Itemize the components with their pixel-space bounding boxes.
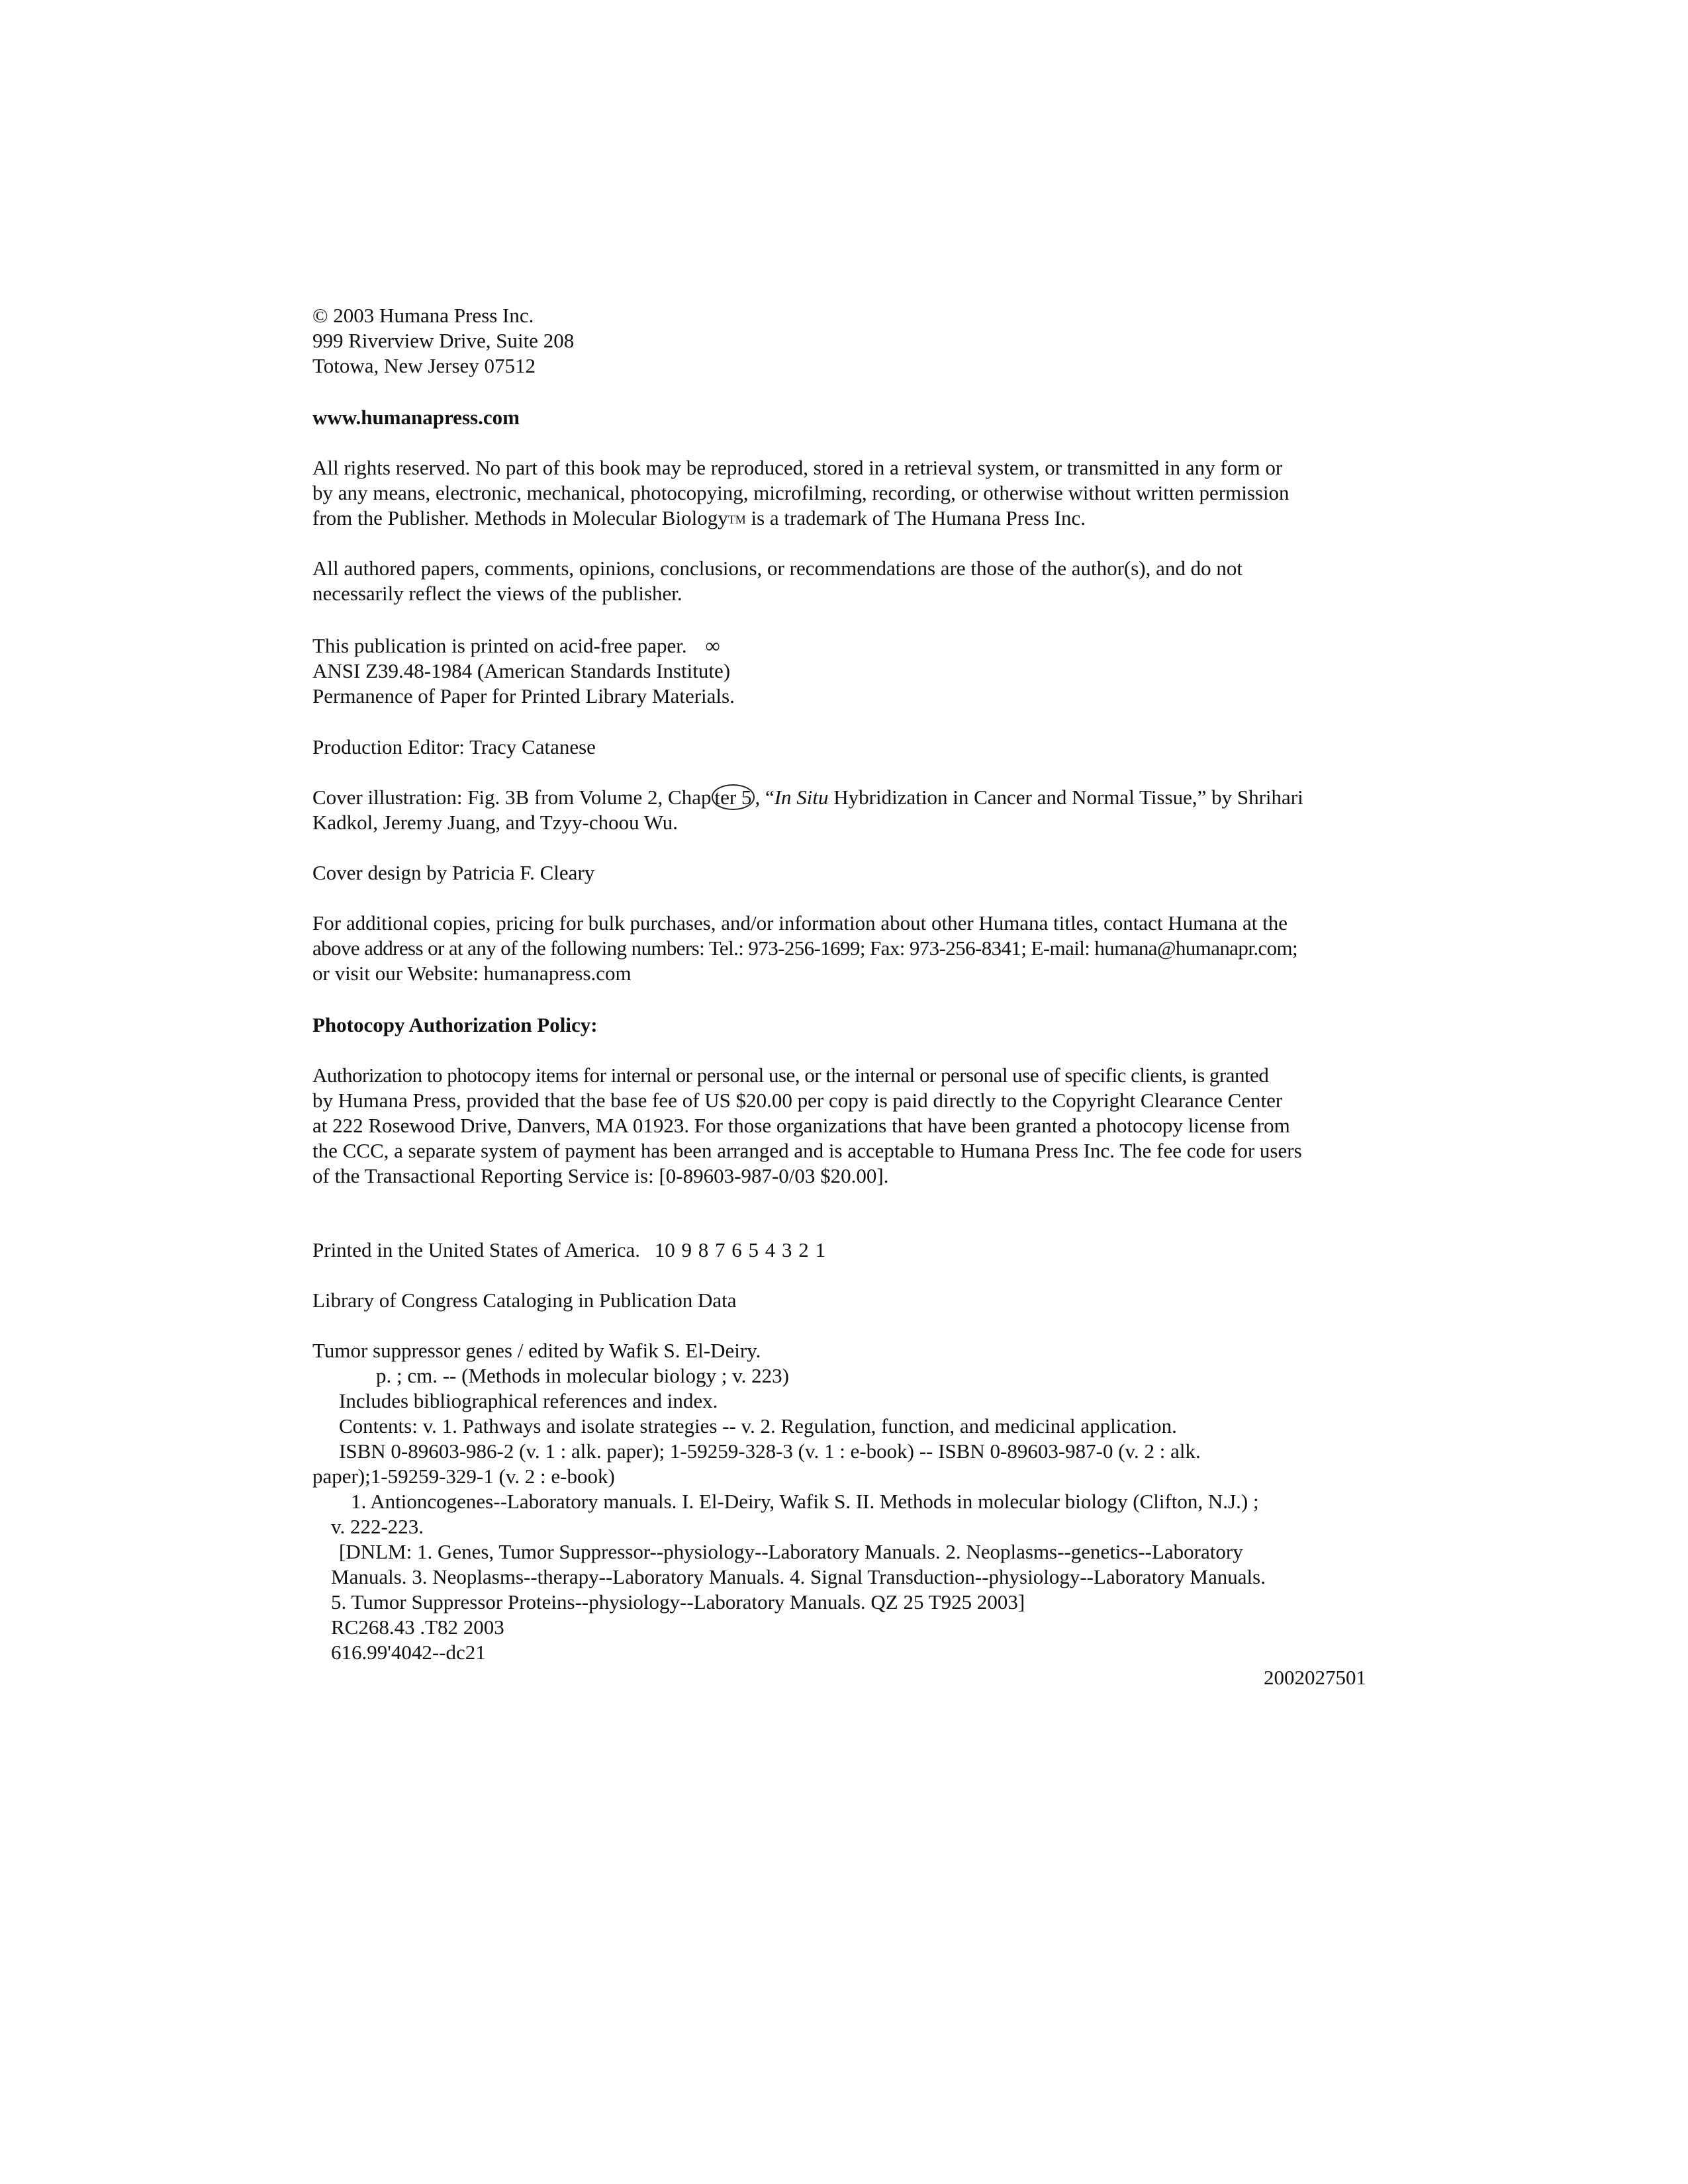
cip-line: paper);1-59259-329-1 (v. 2 : e-book) — [312, 1465, 615, 1488]
loc-heading: Library of Congress Cataloging in Publication Data — [312, 1289, 737, 1312]
printing-numbers: 10 9 8 7 6 5 4 3 2 1 — [654, 1238, 826, 1261]
permanence-line: Permanence of Paper for Printed Library Materials. — [312, 684, 735, 707]
cip-line: 1. Antioncogenes--Laboratory manuals. I. El-Deiry, Wafik S. II. Methods in molecular biology (Clifton, N.J.) ; — [351, 1490, 1259, 1513]
cover-text: Hybridization in Cancer and Normal Tissue,” by Shrihari — [828, 786, 1303, 809]
additional-copies-paragraph — [312, 911, 1366, 986]
address-city: Totowa, New Jersey 07512 — [312, 354, 536, 377]
policy-line: at 222 Rosewood Drive, Danvers, MA 01923. For those organizations that have been granted a photocopy license from — [312, 1114, 1290, 1137]
cover-italic: In Situ — [774, 786, 829, 809]
website-link[interactable]: www.humanapress.com — [312, 406, 520, 429]
printed-line — [312, 1238, 1366, 1263]
address-street: 999 Riverview Drive, Suite 208 — [312, 329, 575, 352]
copies-line: above address or at any of the following numbers: Tel.: 973-256-1699; Fax: 973-256-8341; E-mail: humana@humanapr.com; — [312, 936, 1298, 960]
policy-line: the CCC, a separate system of payment has been arranged and is acceptable to Humana Press Inc. The fee code for users — [312, 1139, 1302, 1162]
cip-line: Manuals. 3. Neoplasms--therapy--Laboratory Manuals. 4. Signal Transduction--physiology--Laboratory Manuals. — [331, 1565, 1266, 1588]
cover-line: Kadkol, Jeremy Juang, and Tzyy-choou Wu. — [312, 811, 679, 834]
cip-line: p. ; cm. -- (Methods in molecular biology ; v. 223) — [376, 1364, 789, 1387]
cover-line — [312, 785, 1366, 810]
infinity-symbol: ∞ — [705, 634, 720, 657]
production-editor: Production Editor: Tracy Catanese — [312, 735, 596, 758]
cover-illustration-paragraph — [312, 785, 1366, 835]
cover-design: Cover design by Patricia F. Cleary — [312, 861, 595, 884]
rights-line: All rights reserved. No part of this book may be reproduced, stored in a retrieval system, or transmitted in any form or — [312, 456, 1283, 479]
copyright-line: © 2003 Humana Press Inc. — [312, 304, 534, 327]
ansi-line: ANSI Z39.48-1984 (American Standards Institute) — [312, 659, 731, 682]
cip-line: Contents: v. 1. Pathways and isolate strategies -- v. 2. Regulation, function, and medicinal application. — [339, 1414, 1177, 1437]
authored-line: necessarily reflect the views of the publisher. — [312, 582, 682, 605]
cip-line: RC268.43 .T82 2003 — [331, 1615, 504, 1639]
cip-line: [DNLM: 1. Genes, Tumor Suppressor--physiology--Laboratory Manuals. 2. Neoplasms--genetics--Laboratory — [339, 1540, 1243, 1563]
rights-text: is a trademark of The Humana Press Inc. — [745, 506, 1086, 529]
rights-paragraph — [312, 455, 1366, 532]
trademark-symbol: TM — [727, 513, 746, 526]
policy-line: of the Transactional Reporting Service is: [0-89603-987-0/03 $20.00]. — [312, 1164, 889, 1187]
cover-text: , “ — [755, 786, 774, 809]
copies-line: or visit our Website: humanapress.com — [312, 962, 632, 985]
cip-line: Tumor suppressor genes / edited by Wafik S. El-Deiry. — [312, 1339, 761, 1362]
copies-line: For additional copies, pricing for bulk purchases, and/or information about other Humana titles, contact Humana at the — [312, 911, 1288, 934]
copyright-block — [312, 303, 1366, 379]
cover-text: Cover illustration: Fig. 3B from Volume 2, Chap — [312, 786, 712, 809]
policy-paragraph — [312, 1063, 1366, 1189]
rights-line — [312, 506, 1366, 532]
cip-line: 5. Tumor Suppressor Proteins--physiology--Laboratory Manuals. QZ 25 T925 2003] — [331, 1590, 1025, 1614]
cip-line: ISBN 0-89603-986-2 (v. 1 : alk. paper); 1-59259-328-3 (v. 1 : e-book) -- ISBN 0-89603-987-0 (v. 2 : alk. — [339, 1439, 1201, 1463]
cip-line: 616.99'4042--dc21 — [331, 1641, 486, 1664]
lccn-number: 2002027501 — [1264, 1666, 1366, 1689]
rights-text: from the Publisher. Methods in Molecular Biology — [312, 506, 728, 529]
rights-line: by any means, electronic, mechanical, photocopying, microfilming, recording, or otherwise without written permission — [312, 481, 1289, 504]
cip-line: Includes bibliographical references and index. — [339, 1389, 718, 1412]
authored-paragraph — [312, 556, 1366, 606]
acid-free-text: This publication is printed on acid-free paper. — [312, 634, 687, 657]
printed-text: Printed in the United States of America. — [312, 1238, 641, 1261]
authored-line: All authored papers, comments, opinions, conclusions, or recommendations are those of the author(s), and do not — [312, 557, 1243, 580]
cip-line: v. 222-223. — [331, 1515, 424, 1538]
policy-heading: Photocopy Authorization Policy: — [312, 1013, 598, 1036]
acid-free-line — [312, 633, 1366, 659]
cip-block — [312, 1338, 1366, 1690]
policy-line: Authorization to photocopy items for internal or personal use, or the internal or personal use of specific clients, is granted — [312, 1064, 1269, 1087]
policy-line: by Humana Press, provided that the base fee of US $20.00 per copy is paid directly to the Copyright Clearance Center — [312, 1089, 1283, 1112]
acid-free-paragraph — [312, 633, 1366, 709]
circled-chapter: ter 5 — [712, 784, 755, 810]
